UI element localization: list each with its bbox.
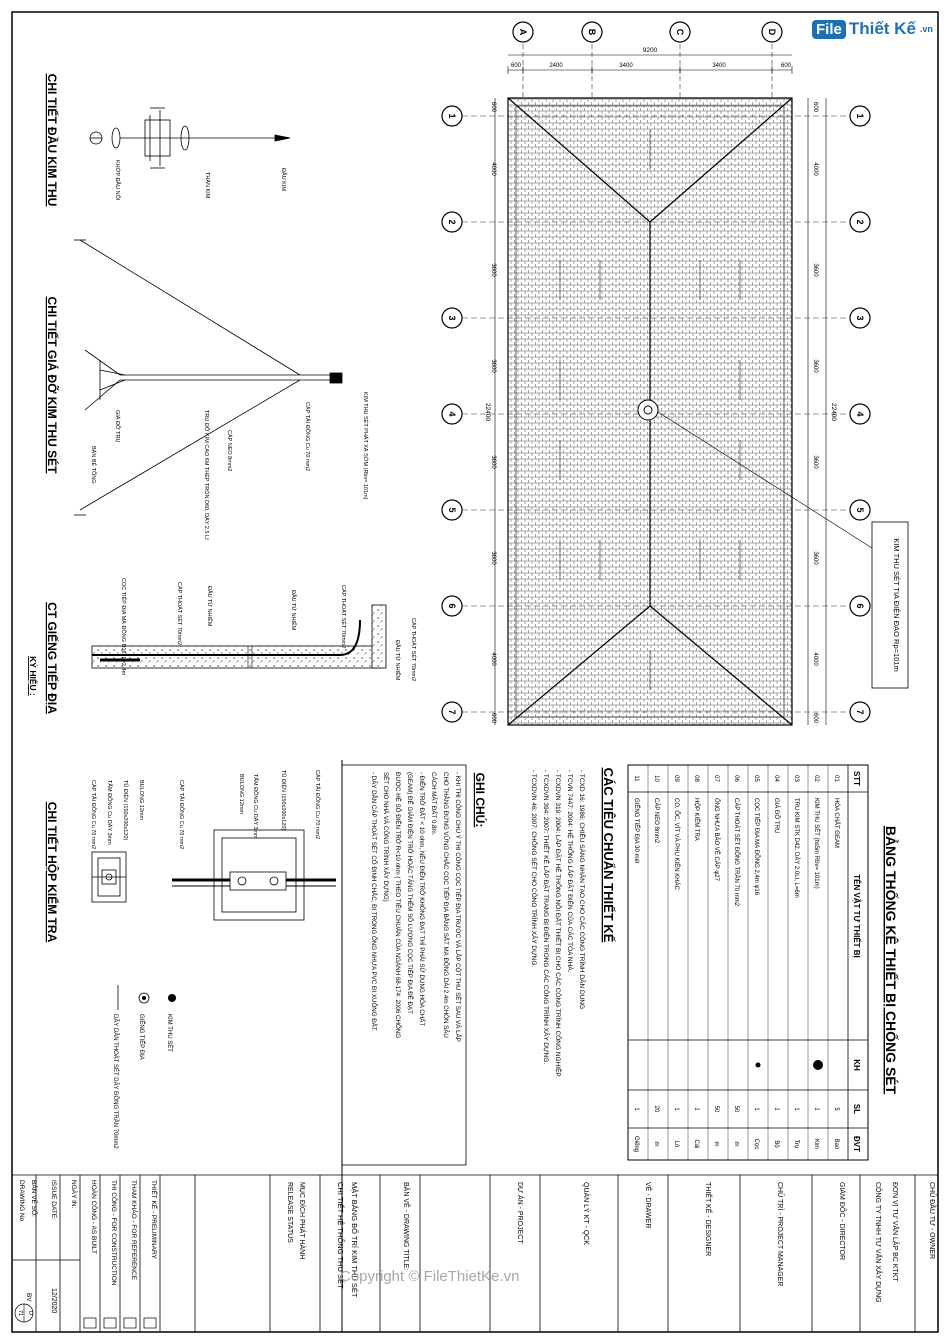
status-checkbox-preliminary — [144, 1318, 156, 1328]
side-dim-label-left: 3600 — [490, 551, 496, 565]
tb-status-2: THAM KHẢO - FOR REFERENCE — [130, 1180, 137, 1281]
table-cell: 1 — [773, 1107, 779, 1111]
side-dim-label-right: 3600 — [812, 455, 818, 469]
box-label-2: TỦ ĐIỆN (150x200x120) — [280, 770, 286, 831]
grid-col-label: D — [767, 28, 777, 36]
box-label-8: TẤM ĐỒNG Cu DÀY 3mm — [106, 780, 112, 845]
well-slab — [92, 646, 382, 668]
grid-col-label: A — [518, 28, 528, 36]
table-cell: 10 — [653, 775, 659, 782]
legend-lightning-rod-symbol — [168, 994, 176, 1002]
table-header-cell: SL — [852, 1103, 861, 1115]
tb-drawer: VẼ - DRAWER — [644, 1182, 651, 1229]
table-cell: 08 — [693, 775, 699, 782]
top-dim-label: 600 — [510, 63, 522, 69]
tb-consultant-label: ĐƠN VỊ TƯ VẤN LẬP BC KTKT — [891, 1182, 898, 1282]
detail-well — [28, 578, 417, 714]
brand-logo-name: Thiết Kế — [848, 19, 916, 38]
table-cell: 04 — [773, 775, 779, 782]
standards-block — [530, 768, 616, 1078]
well-label-1: CÁP THOÁT SÉT 70mm2 — [410, 618, 416, 682]
side-dim-label-left: 4000 — [490, 652, 496, 666]
box-label-5: CÁP TẢI ĐỒNG Cu 70 mm2 — [178, 780, 184, 850]
grid-row-label-right: 6 — [855, 603, 865, 609]
legend-item-1: KIM THU SÉT — [166, 1014, 172, 1052]
standards-item: - TCVN 7447: 2004: HỆ THỐNG LẮP ĐẶT ĐIỆN CỦA CÁC TÒA NHÀ. — [566, 770, 573, 973]
legend-item-3: DÂY DẪN THOÁT SÉT DÂY ĐỒNG TRẦN 70mm2 — [112, 1014, 118, 1149]
grid-row-label-right: 2 — [855, 219, 865, 225]
tb-director: GIÁM ĐỐC - DIRECTOR — [838, 1182, 845, 1261]
notes-item: CÁCH MẶT ĐẤT 0.8m. — [430, 772, 437, 836]
table-cell: CỌC TIẾP ĐỊA MẠ ĐỒNG 2,4m φ16 — [753, 798, 759, 896]
standards-item: - TCXDVN 319: 2004: LẮP ĐẶT HỆ THỐNG NỐI ĐẤT THIẾT BỊ CHO CÁC CÔNG TRÌNH CÔNG NGHIỆP. — [554, 770, 561, 1078]
table-cell: KIM THU SÉT (hs5m Rbv= 101m) — [813, 798, 819, 889]
box-label-7: TỦ ĐIỆN (150x200x120) — [122, 780, 128, 841]
top-dim-label: 600 — [780, 63, 792, 69]
kim-head-label-2: THÂN KIM — [204, 172, 210, 199]
table-cell: HỘP KIỂM TRA — [693, 798, 699, 841]
table-cell: Bộ — [773, 1140, 779, 1148]
box-label-1: CÁP TẢI ĐỒNG Cu 70 mm2 — [314, 770, 320, 840]
tb-drawing-title-label: BẢN VẼ - DRAWING TITLE: — [402, 1182, 409, 1271]
grid-row-label-left: 2 — [447, 219, 457, 225]
table-header-cell: KH — [852, 1059, 861, 1071]
table-cell: Bao — [833, 1138, 839, 1150]
grid-row-label-left: 7 — [447, 709, 457, 715]
mast-label-5: GIÁ ĐỠ TRỤ — [114, 410, 120, 443]
kim-head-label-3: KHỚP ĐẦU NỐI — [114, 160, 120, 201]
table-cell: 02 — [813, 775, 819, 782]
grid-row-label-right: 5 — [855, 507, 865, 513]
table-cell: 09 — [673, 775, 679, 782]
status-checkbox-construction — [104, 1318, 116, 1328]
table-cell: GIẾNG TIẾP ĐỊA 30 mét — [633, 798, 639, 864]
well-label-5: CỌC TIẾP ĐỊA MẠ ĐỒNG D16, L=2.4m — [120, 578, 126, 676]
notes-item: CHO THẲNG ĐỨNG VỮNG CHẮC CỌC TIẾP ĐỊA BẰNG SẮT MẠ ĐỒNG DÀI 2.4m CHÔN SÂU — [442, 772, 449, 1038]
detail-test-box — [45, 770, 336, 943]
top-dim-label: 2400 — [549, 63, 563, 69]
side-dim-label-right: 4000 — [812, 162, 818, 176]
tb-drawing-title-1: MẶT BẰNG BỐ TRÍ KIM THU SÉT — [350, 1182, 359, 1298]
grid-row-label-right: 1 — [855, 113, 865, 119]
side-dim-label-left: 600 — [490, 712, 496, 724]
title-block — [12, 1175, 938, 1332]
grid-row-label-right: 7 — [855, 709, 865, 715]
tb-drawing-no-prefix: BV — [25, 1293, 32, 1302]
grid-row-label-right: 4 — [855, 411, 865, 417]
status-checkbox-as-built — [84, 1318, 96, 1328]
tb-issue-date: 12/2020 — [50, 1288, 57, 1314]
plan-callout-box — [872, 522, 908, 688]
table-cell: Cái — [693, 1139, 699, 1149]
notes-title: GHI CHÚ: — [473, 772, 487, 828]
tb-drawing-no-top: D — [27, 1311, 33, 1315]
tb-qc: QUẢN LÝ KT - QCK — [582, 1182, 589, 1245]
tb-manager: CHỦ TRÌ - PROJECT MANAGER — [776, 1182, 783, 1287]
tb-drawing-no-label-en: DRAWING No — [18, 1180, 25, 1222]
table-cell: ỐNG NHỰA BẢO VỆ CÁP φ27 — [713, 798, 719, 881]
notes-item: - DÂY DẪN CÁP THOÁT SÉT CỐ ĐỊNH CHẮC, ĐI TRONG ỐNG NHỰA PVC ĐI XUỐNG ĐẤT. — [370, 772, 377, 1032]
box-label-4: BULONG 12mm — [238, 774, 244, 815]
tb-drawing-no-bottom: 71 — [17, 1309, 23, 1317]
table-header-cell: TÊN VẬT TƯ THIẾT BỊ — [852, 874, 861, 958]
notes-item: SÉT CHO NHÀ VÀ CÔNG TRÌNH XÂY DỰNG) — [382, 772, 389, 902]
box-label-6: BULONG 12mm — [138, 780, 144, 821]
side-dim-label-left: 600 — [490, 101, 496, 113]
standards-item: - TCXDVN 46: 2007: CHỐNG SÉT CHO CÔNG TRÌNH XÂY DỰNG. — [530, 770, 537, 968]
tb-status-label-2: RELEASE STATUS — [286, 1182, 293, 1243]
grid-row-label-left: 3 — [447, 315, 457, 321]
side-dim-label-right: 3600 — [812, 263, 818, 277]
side-dim-label-right: 3600 — [812, 551, 818, 565]
table-cell: 11 — [633, 775, 639, 782]
notes-item: - ĐIỆN TRỞ ĐẤT < 10 ohm, NẾU ĐIỆN TRỞ KHÔNG ĐẠT THÌ PHẢI SỬ DỤNG HÓA CHẤT — [418, 772, 425, 1027]
tb-status-4: HOÀN CÔNG - AS BUILT — [90, 1180, 97, 1254]
lightning-rod-symbol — [638, 400, 658, 420]
standards-title: CÁC TIÊU CHUẨN THIẾT KẾ — [601, 767, 616, 943]
detail-title-box: CHI TIẾT HỘP KIỂM TRA — [45, 801, 59, 943]
grid-row-label-left: 4 — [447, 411, 457, 417]
roof-plan — [442, 22, 908, 725]
legend-well-symbol-inner — [142, 996, 146, 1000]
well-label-3: CÁP THOÁT SÉT 70mm2 — [340, 585, 346, 649]
tb-drawing-no-label: BẢN VẼ SỐ: — [30, 1180, 37, 1217]
table-cell: Giếng — [633, 1135, 639, 1153]
detail-title-mast: CHI TIẾT GIÁ ĐỠ KIM THU SÉT — [45, 296, 59, 474]
mast-label-1: KIM THU SÉT PHÁT XẠ SỚM (Rbv= 101m) — [362, 392, 368, 500]
well-label-6: ĐẦU TỪ NHIỄM — [206, 586, 212, 627]
table-cell: 50 — [733, 1105, 739, 1113]
side-dim-label-left: 4000 — [490, 162, 496, 176]
table-cell: 03 — [793, 775, 799, 782]
table-cell: 1 — [673, 1107, 679, 1111]
table-cell: 1 — [753, 1107, 759, 1111]
table-cell: 1 — [813, 1107, 819, 1111]
table-cell: 20 — [653, 1105, 659, 1113]
grid-col-label: C — [675, 28, 685, 36]
equipment-table — [628, 765, 900, 1160]
table-cell: TRỤ KIM STK D42, DÀY 2.0LI, L=6m — [793, 798, 799, 898]
top-dim-label: 3400 — [619, 63, 633, 69]
well-label-2: ĐẦU TỪ NHIỄM — [394, 640, 400, 681]
table-cell: 50 — [713, 1105, 719, 1113]
grid-row-label-right: 3 — [855, 315, 865, 321]
side-dim-label-right: 600 — [812, 101, 818, 113]
table-cell: CO, ỐC, VÍT VÀ PHỤ KIỆN KHÁC — [673, 798, 679, 890]
copyright-watermark: Copyright © FileThietKe.vn — [340, 1268, 520, 1285]
detail-kim-head — [45, 74, 290, 207]
side-dim-label-left: 3600 — [490, 263, 496, 277]
top-dim-label: 3400 — [712, 63, 726, 69]
table-cell: Trụ — [793, 1139, 799, 1149]
table-cell: 07 — [713, 775, 719, 782]
notes-item: - KHI THI CÔNG CHÚ Ý THI CÔNG CỌC TIẾP ĐỊA TRƯỚC VÀ LẮP CỘT THU SÉT SAU VÀ LẮP — [454, 772, 461, 1042]
notes-item: ĐƯỢC HỆ SỐ ĐIỆN TRỞ R<10 ohm ( THEO TIÊU CHUẨN CỦA NGÀNH 68-174: 2006 CHỐNG — [394, 772, 401, 1039]
kim-head-label-1: ĐẦU KIM — [280, 168, 286, 191]
side-dim-label-right: 600 — [812, 712, 818, 724]
table-cell: 1 — [793, 1107, 799, 1111]
table-header-cell: STT — [852, 770, 861, 787]
tb-consultant: CÔNG TY TNHH TƯ VẤN XÂY DỰNG — [874, 1182, 881, 1303]
tb-drawing-title-2: CHI TIẾT HỆ THỐNG THU SÉT — [336, 1182, 345, 1289]
mast-label-2: CÁP TẢI ĐỒNG Cu 70 mm2 — [304, 402, 310, 472]
side-dim-label-right: 3600 — [812, 359, 818, 373]
tb-status-3: THI CÔNG - FOR CONSTRUCTION — [110, 1180, 117, 1286]
brand-logo-domain: .vn — [919, 24, 933, 34]
table-cell: 1 — [633, 1107, 639, 1111]
top-total-dim: 9200 — [642, 47, 658, 54]
box-label-9: CÁP TẢI ĐỒNG Cu 70 mm2 — [90, 780, 96, 850]
grid-row-label-left: 5 — [447, 507, 457, 513]
tb-issue-label: ISSUE DATE: — [50, 1180, 57, 1220]
tb-status-label-1: MỤC ĐÍCH PHÁT HÀNH — [298, 1182, 305, 1260]
table-cell: m — [733, 1141, 739, 1147]
table-cell: 01 — [833, 775, 839, 782]
legend-item-2: GIẾNG TIẾP ĐỊA — [138, 1014, 144, 1060]
box-label-3: TẤM ĐỒNG Cu DÀY 3mm — [252, 774, 258, 839]
table-cell: 5 — [833, 1107, 839, 1111]
notes-block — [342, 765, 488, 1165]
brand-logo-mark: File — [812, 20, 846, 39]
side-dim-label-left: 3600 — [490, 455, 496, 469]
side-dim-label-left: 3600 — [490, 359, 496, 373]
mast-label-6: BÁN BẺ TỐNG — [90, 446, 96, 484]
detail-title-well: CT GIẾNG TIẾP ĐỊA — [45, 602, 59, 714]
standards-item: - TCXD 16: 1986: CHIẾU SÁNG NHÂN TẠO CHO CÁC CÔNG TRÌNH DÂN DỤNG — [578, 770, 585, 1010]
table-cell: CÁP NEO 8mm2 — [653, 798, 659, 844]
tb-project: DỰ ÁN - PROJECT — [516, 1182, 523, 1244]
side-total-dim: 22400 — [484, 402, 491, 422]
table-cell: Cọc — [753, 1138, 759, 1150]
plan-callout-text: KIM THU SÉT TIA ĐIỆN ĐẠO Rp=101m — [892, 538, 901, 672]
table-cell: Kim — [813, 1138, 819, 1150]
well-wall — [372, 605, 386, 668]
table-cell: CÁP THOÁT SÉT ĐỒNG TRẦN 70 mm2 — [733, 798, 739, 907]
sheet-border — [12, 12, 938, 1332]
table-cell: 1 — [693, 1107, 699, 1111]
table-symbol-kh — [813, 1060, 823, 1070]
detail-mast — [45, 240, 369, 540]
detail-title-kim-head: CHI TIẾT ĐẦU KIM THU — [45, 73, 59, 207]
well-label-4: ĐẦU TỪ NHIỄM — [290, 590, 296, 631]
table-cell: HÓA CHẤT GEAM — [833, 798, 839, 848]
side-total-dim-right: 22400 — [830, 402, 837, 422]
table-cell: 05 — [753, 775, 759, 782]
grid-col-label: B — [587, 28, 597, 36]
table-cell: m — [713, 1141, 719, 1147]
mast-label-4: TRỤ ĐỠ KIM CAO 6M THÉP TRÒN D60, DÀY 2.5 LI — [203, 410, 209, 540]
table-header-cell: ĐVT — [852, 1136, 861, 1152]
table-symbol-kh — [756, 1063, 761, 1068]
side-dim-label-right: 4000 — [812, 652, 818, 666]
table-cell: 06 — [733, 775, 739, 782]
table-title: BẢNG THỐNG KÊ THIẾT BỊ CHỐNG SÉT — [883, 825, 899, 1095]
table-cell: Lô — [673, 1140, 679, 1148]
brand-logo — [812, 14, 942, 44]
mast-label-3: CÁP NEO 8mm2 — [226, 430, 232, 472]
legend — [112, 985, 176, 1149]
notes-item: (GEAM) ĐỂ GIẢM ĐIỆN TRỞ HOẶC TĂNG THÊM SỐ LƯỢNG CỌC TIẾP ĐỊA ĐỂ ĐẠT — [406, 772, 413, 1014]
tb-owner: CHỦ ĐẦU TƯ - OWNER — [928, 1182, 935, 1260]
table-cell: m — [653, 1141, 659, 1147]
grid-row-label-left: 6 — [447, 603, 457, 609]
tb-designer: THIẾT KẾ - DESIGNER — [704, 1182, 711, 1257]
table-cell: GIÁ ĐỠ TRỤ — [773, 798, 779, 834]
legend-title: KÝ HIỆU : — [28, 656, 38, 696]
grid-row-label-left: 1 — [447, 113, 457, 119]
well-label-7: CÁP THOÁT SÉT 70mm2 — [176, 582, 182, 646]
status-checkbox-reference — [124, 1318, 136, 1328]
tb-date-label: NGÀY IN: — [70, 1180, 77, 1209]
tb-status-1: THIẾT KẾ - PRELIMINARY — [150, 1180, 157, 1259]
standards-item: - TCXDVN 394: 2007: THIẾT KẾ LẮP ĐẶT TRANG BỊ ĐIỆN TRONG CÁC CÔNG TRÌNH XÂY DỰNG. — [542, 770, 549, 1065]
